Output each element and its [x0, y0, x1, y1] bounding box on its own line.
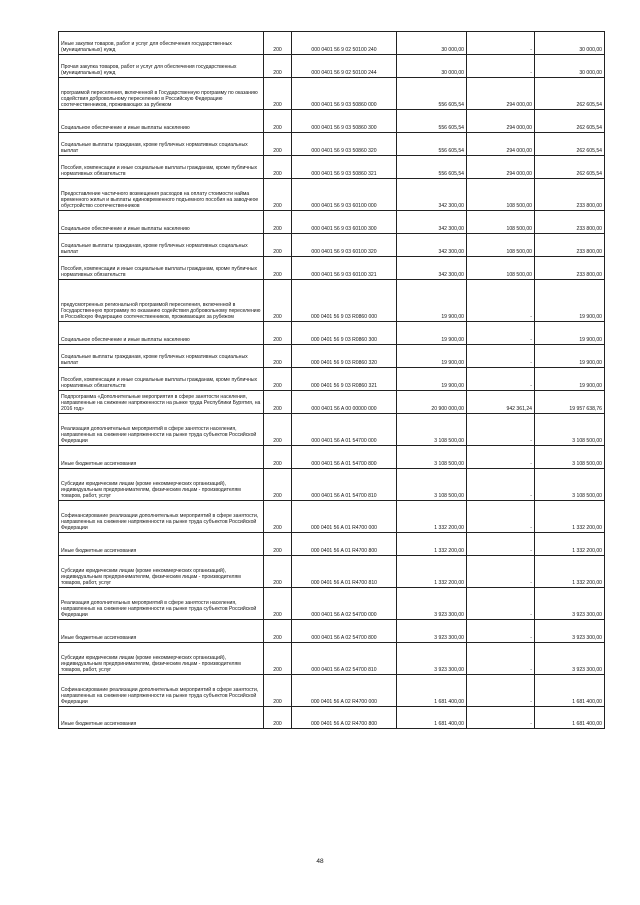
row-remaining-amount-cell: 262 605,54 [535, 133, 605, 156]
table-row [59, 234, 605, 257]
row-classification-code-cell: 000 0401 56 A 01 R4700 800 [292, 533, 397, 556]
table-row [59, 211, 605, 234]
row-planned-amount-cell: 19 900,00 [397, 368, 467, 391]
budget-table-body [59, 32, 605, 729]
row-executed-amount-cell: - [467, 322, 535, 345]
row-executed-amount-cell: - [467, 280, 535, 322]
row-name-cell: Субсидии юридическим лицам (кроме некоммерческих организаций), индивидуальным предпринимателям, физическим лицам - производителям товаров, работ, услуг [59, 469, 264, 501]
row-name-cell: Подпрограмма «Дополнительные мероприятия в сфере занятости населения, направленные на снижение напряженности на рынке труда Республики Бурятия, на 2016 год» [59, 391, 264, 414]
row-remaining-amount-cell: 233 800,00 [535, 211, 605, 234]
row-planned-amount-cell: 20 900 000,00 [397, 391, 467, 414]
row-planned-amount-cell: 556 605,54 [397, 156, 467, 179]
table-row [59, 533, 605, 556]
row-planned-amount-cell: 3 108 500,00 [397, 446, 467, 469]
row-classification-code-cell: 000 0401 56 9 03 R0860 000 [292, 280, 397, 322]
row-admin-code-cell: 200 [264, 32, 292, 55]
row-classification-code-cell: 000 0401 56 A 01 54700 800 [292, 446, 397, 469]
row-planned-amount-cell: 1 681 400,00 [397, 675, 467, 707]
row-executed-amount-cell: - [467, 469, 535, 501]
row-executed-amount-cell: - [467, 707, 535, 729]
table-row [59, 643, 605, 675]
row-planned-amount-cell: 3 108 500,00 [397, 414, 467, 446]
row-classification-code-cell: 000 0401 56 A 01 R4700 810 [292, 556, 397, 588]
row-executed-amount-cell: 294 000,00 [467, 110, 535, 133]
table-row [59, 345, 605, 368]
row-admin-code-cell: 200 [264, 345, 292, 368]
row-name-cell: предусмотренных региональной программой переселения, включенной в Государственную программу по оказанию содействия добровольному переселению в Российскую Федерацию соотечественников, проживающих за рубежом [59, 280, 264, 322]
row-planned-amount-cell: 342 300,00 [397, 211, 467, 234]
table-row [59, 469, 605, 501]
row-name-cell: Иные бюджетные ассигнования [59, 446, 264, 469]
row-remaining-amount-cell: 19 900,00 [535, 322, 605, 345]
row-admin-code-cell: 200 [264, 620, 292, 643]
row-executed-amount-cell: - [467, 446, 535, 469]
row-remaining-amount-cell: 30 000,00 [535, 55, 605, 78]
row-planned-amount-cell: 30 000,00 [397, 32, 467, 55]
row-planned-amount-cell: 342 300,00 [397, 234, 467, 257]
row-classification-code-cell: 000 0401 56 A 02 54700 000 [292, 588, 397, 620]
row-executed-amount-cell: 108 500,00 [467, 234, 535, 257]
row-planned-amount-cell: 3 923 300,00 [397, 588, 467, 620]
row-executed-amount-cell: 108 500,00 [467, 211, 535, 234]
row-executed-amount-cell: - [467, 620, 535, 643]
row-remaining-amount-cell: 1 681 400,00 [535, 707, 605, 729]
row-name-cell: Иные закупки товаров, работ и услуг для обеспечения государственных (муниципальных) нужд [59, 32, 264, 55]
row-remaining-amount-cell: 262 605,54 [535, 156, 605, 179]
row-admin-code-cell: 200 [264, 257, 292, 280]
row-admin-code-cell: 200 [264, 211, 292, 234]
table-row [59, 133, 605, 156]
table-row [59, 110, 605, 133]
table-row [59, 280, 605, 322]
row-planned-amount-cell: 342 300,00 [397, 257, 467, 280]
row-classification-code-cell: 000 0401 56 9 03 50860 321 [292, 156, 397, 179]
row-classification-code-cell: 000 0401 56 A 02 R4700 800 [292, 707, 397, 729]
row-remaining-amount-cell: 30 000,00 [535, 32, 605, 55]
row-planned-amount-cell: 556 605,54 [397, 110, 467, 133]
row-remaining-amount-cell: 233 800,00 [535, 234, 605, 257]
row-admin-code-cell: 200 [264, 110, 292, 133]
table-row [59, 257, 605, 280]
row-remaining-amount-cell: 3 923 300,00 [535, 620, 605, 643]
row-admin-code-cell: 200 [264, 78, 292, 110]
row-planned-amount-cell: 342 300,00 [397, 179, 467, 211]
row-executed-amount-cell: - [467, 55, 535, 78]
row-classification-code-cell: 000 0401 56 A 01 R4700 000 [292, 501, 397, 533]
row-executed-amount-cell: 108 500,00 [467, 179, 535, 211]
table-row [59, 556, 605, 588]
row-classification-code-cell: 000 0401 56 9 03 50860 000 [292, 78, 397, 110]
row-executed-amount-cell: - [467, 345, 535, 368]
budget-table [58, 31, 605, 729]
row-admin-code-cell: 200 [264, 446, 292, 469]
row-remaining-amount-cell: 19 900,00 [535, 368, 605, 391]
row-name-cell: Реализация дополнительных мероприятий в сфере занятости населения, направленных на снижение напряженности на рынке труда субъектов Российской Федерации [59, 588, 264, 620]
row-remaining-amount-cell: 233 800,00 [535, 179, 605, 211]
row-remaining-amount-cell: 19 900,00 [535, 345, 605, 368]
row-admin-code-cell: 200 [264, 133, 292, 156]
row-name-cell: Социальные выплаты гражданам, кроме публичных нормативных социальных выплат [59, 133, 264, 156]
table-row [59, 78, 605, 110]
row-executed-amount-cell: 108 500,00 [467, 257, 535, 280]
row-name-cell: Прочая закупка товаров, работ и услуг для обеспечения государственных (муниципальных) нужд [59, 55, 264, 78]
row-planned-amount-cell: 3 108 500,00 [397, 469, 467, 501]
row-remaining-amount-cell: 1 332 200,00 [535, 556, 605, 588]
row-admin-code-cell: 200 [264, 55, 292, 78]
table-row [59, 368, 605, 391]
row-executed-amount-cell: 294 000,00 [467, 156, 535, 179]
row-name-cell: Социальное обеспечение и иные выплаты населению [59, 322, 264, 345]
row-name-cell: программой переселения, включенной в Государственную программу по оказанию содействия добровольному переселению в Российскую Федерацию соотечественников, проживающих за рубежом [59, 78, 264, 110]
row-admin-code-cell: 200 [264, 707, 292, 729]
row-executed-amount-cell: 294 000,00 [467, 78, 535, 110]
row-planned-amount-cell: 3 923 300,00 [397, 643, 467, 675]
row-planned-amount-cell: 1 332 200,00 [397, 501, 467, 533]
row-remaining-amount-cell: 3 108 500,00 [535, 446, 605, 469]
table-row [59, 675, 605, 707]
row-executed-amount-cell: - [467, 501, 535, 533]
row-name-cell: Предоставление частичного возмещения расходов на оплату стоимости найма временного жилья и выплаты единовременного подъемного пособия на заводчеое обустройство соотечественников [59, 179, 264, 211]
row-executed-amount-cell: 942 361,24 [467, 391, 535, 414]
row-admin-code-cell: 200 [264, 556, 292, 588]
row-admin-code-cell: 200 [264, 675, 292, 707]
table-row [59, 588, 605, 620]
row-planned-amount-cell: 1 332 200,00 [397, 533, 467, 556]
row-name-cell: Пособия, компенсации и иные социальные выплаты гражданам, кроме публичных нормативных обязательств [59, 257, 264, 280]
row-admin-code-cell: 200 [264, 322, 292, 345]
row-planned-amount-cell: 1 681 400,00 [397, 707, 467, 729]
row-executed-amount-cell: 294 000,00 [467, 133, 535, 156]
row-name-cell: Социальные выплаты гражданам, кроме публичных нормативных социальных выплат [59, 234, 264, 257]
row-name-cell: Субсидии юридическим лицам (кроме некоммерческих организаций), индивидуальным предпринимателям, физическим лицам - производителям товаров, работ, услуг [59, 643, 264, 675]
row-name-cell: Социальные выплаты гражданам, кроме публичных нормативных социальных выплат [59, 345, 264, 368]
table-row [59, 501, 605, 533]
row-admin-code-cell: 200 [264, 414, 292, 446]
row-planned-amount-cell: 30 000,00 [397, 55, 467, 78]
row-remaining-amount-cell: 3 108 500,00 [535, 414, 605, 446]
row-planned-amount-cell: 19 900,00 [397, 280, 467, 322]
row-classification-code-cell: 000 0401 56 A 00 00000 000 [292, 391, 397, 414]
row-admin-code-cell: 200 [264, 643, 292, 675]
row-planned-amount-cell: 19 900,00 [397, 322, 467, 345]
row-admin-code-cell: 200 [264, 501, 292, 533]
row-admin-code-cell: 200 [264, 469, 292, 501]
row-remaining-amount-cell: 1 332 200,00 [535, 501, 605, 533]
row-classification-code-cell: 000 0401 56 9 03 R0860 321 [292, 368, 397, 391]
row-remaining-amount-cell: 19 900,00 [535, 280, 605, 322]
row-planned-amount-cell: 556 605,54 [397, 78, 467, 110]
row-admin-code-cell: 200 [264, 156, 292, 179]
row-name-cell: Софинансирование реализации дополнительных мероприятий в сфере занятости, направленных на снижение напряженности на рынке труда субъектов Российской Федерации [59, 675, 264, 707]
row-planned-amount-cell: 556 605,54 [397, 133, 467, 156]
row-classification-code-cell: 000 0401 56 9 03 60100 321 [292, 257, 397, 280]
row-name-cell: Реализация дополнительных мероприятий в сфере занятости населения, направленных на снижение напряженности на рынке труда субъектов Российской Федерации [59, 414, 264, 446]
table-row [59, 156, 605, 179]
row-classification-code-cell: 000 0401 56 9 03 R0860 320 [292, 345, 397, 368]
row-classification-code-cell: 000 0401 56 9 03 60100 300 [292, 211, 397, 234]
row-executed-amount-cell: - [467, 556, 535, 588]
table-row [59, 322, 605, 345]
row-classification-code-cell: 000 0401 56 A 02 54700 810 [292, 643, 397, 675]
row-remaining-amount-cell: 262 605,54 [535, 110, 605, 133]
row-classification-code-cell: 000 0401 56 9 02 50100 240 [292, 32, 397, 55]
row-name-cell: Пособия, компенсации и иные социальные выплаты гражданам, кроме публичных нормативных обязательств [59, 156, 264, 179]
row-name-cell: Иные бюджетные ассигнования [59, 620, 264, 643]
table-row [59, 179, 605, 211]
row-admin-code-cell: 200 [264, 280, 292, 322]
table-row [59, 391, 605, 414]
row-name-cell: Софинансирование реализации дополнительных мероприятий в сфере занятости, направленных на снижение напряженности на рынке труда субъектов Российской Федерации [59, 501, 264, 533]
row-executed-amount-cell: - [467, 675, 535, 707]
row-executed-amount-cell: - [467, 32, 535, 55]
table-row [59, 55, 605, 78]
row-name-cell: Иные бюджетные ассигнования [59, 533, 264, 556]
row-remaining-amount-cell: 3 923 300,00 [535, 588, 605, 620]
row-admin-code-cell: 200 [264, 234, 292, 257]
row-name-cell: Социальное обеспечение и иные выплаты населению [59, 211, 264, 234]
row-admin-code-cell: 200 [264, 533, 292, 556]
row-classification-code-cell: 000 0401 56 9 03 R0860 300 [292, 322, 397, 345]
row-executed-amount-cell: - [467, 414, 535, 446]
table-row [59, 446, 605, 469]
table-row [59, 620, 605, 643]
row-name-cell: Социальное обеспечение и иные выплаты населению [59, 110, 264, 133]
table-row [59, 414, 605, 446]
table-row [59, 707, 605, 729]
row-classification-code-cell: 000 0401 56 9 03 50860 300 [292, 110, 397, 133]
table-row [59, 32, 605, 55]
row-admin-code-cell: 200 [264, 368, 292, 391]
row-classification-code-cell: 000 0401 56 9 03 60100 000 [292, 179, 397, 211]
row-name-cell: Иные бюджетные ассигнования [59, 707, 264, 729]
row-classification-code-cell: 000 0401 56 9 02 50100 244 [292, 55, 397, 78]
page-number: 48 [316, 858, 324, 865]
row-name-cell: Субсидии юридическим лицам (кроме некоммерческих организаций), индивидуальным предпринимателям, физическим лицам - производителям товаров, работ, услуг [59, 556, 264, 588]
row-classification-code-cell: 000 0401 56 A 02 54700 800 [292, 620, 397, 643]
row-admin-code-cell: 200 [264, 391, 292, 414]
row-remaining-amount-cell: 1 681 400,00 [535, 675, 605, 707]
row-executed-amount-cell: - [467, 533, 535, 556]
row-remaining-amount-cell: 1 332 200,00 [535, 533, 605, 556]
row-admin-code-cell: 200 [264, 179, 292, 211]
row-classification-code-cell: 000 0401 56 A 01 54700 000 [292, 414, 397, 446]
row-admin-code-cell: 200 [264, 588, 292, 620]
row-executed-amount-cell: - [467, 368, 535, 391]
row-classification-code-cell: 000 0401 56 A 02 R4700 000 [292, 675, 397, 707]
row-executed-amount-cell: - [467, 588, 535, 620]
row-remaining-amount-cell: 233 800,00 [535, 257, 605, 280]
row-remaining-amount-cell: 3 108 500,00 [535, 469, 605, 501]
row-classification-code-cell: 000 0401 56 A 01 54700 810 [292, 469, 397, 501]
row-classification-code-cell: 000 0401 56 9 03 60100 320 [292, 234, 397, 257]
row-planned-amount-cell: 3 923 300,00 [397, 620, 467, 643]
budget-table-page [58, 31, 604, 729]
row-remaining-amount-cell: 19 957 638,76 [535, 391, 605, 414]
row-name-cell: Пособия, компенсации и иные социальные выплаты гражданам, кроме публичных нормативных обязательств [59, 368, 264, 391]
row-remaining-amount-cell: 262 605,54 [535, 78, 605, 110]
row-executed-amount-cell: - [467, 643, 535, 675]
row-planned-amount-cell: 19 900,00 [397, 345, 467, 368]
row-planned-amount-cell: 1 332 200,00 [397, 556, 467, 588]
row-classification-code-cell: 000 0401 56 9 03 50860 320 [292, 133, 397, 156]
row-remaining-amount-cell: 3 923 300,00 [535, 643, 605, 675]
